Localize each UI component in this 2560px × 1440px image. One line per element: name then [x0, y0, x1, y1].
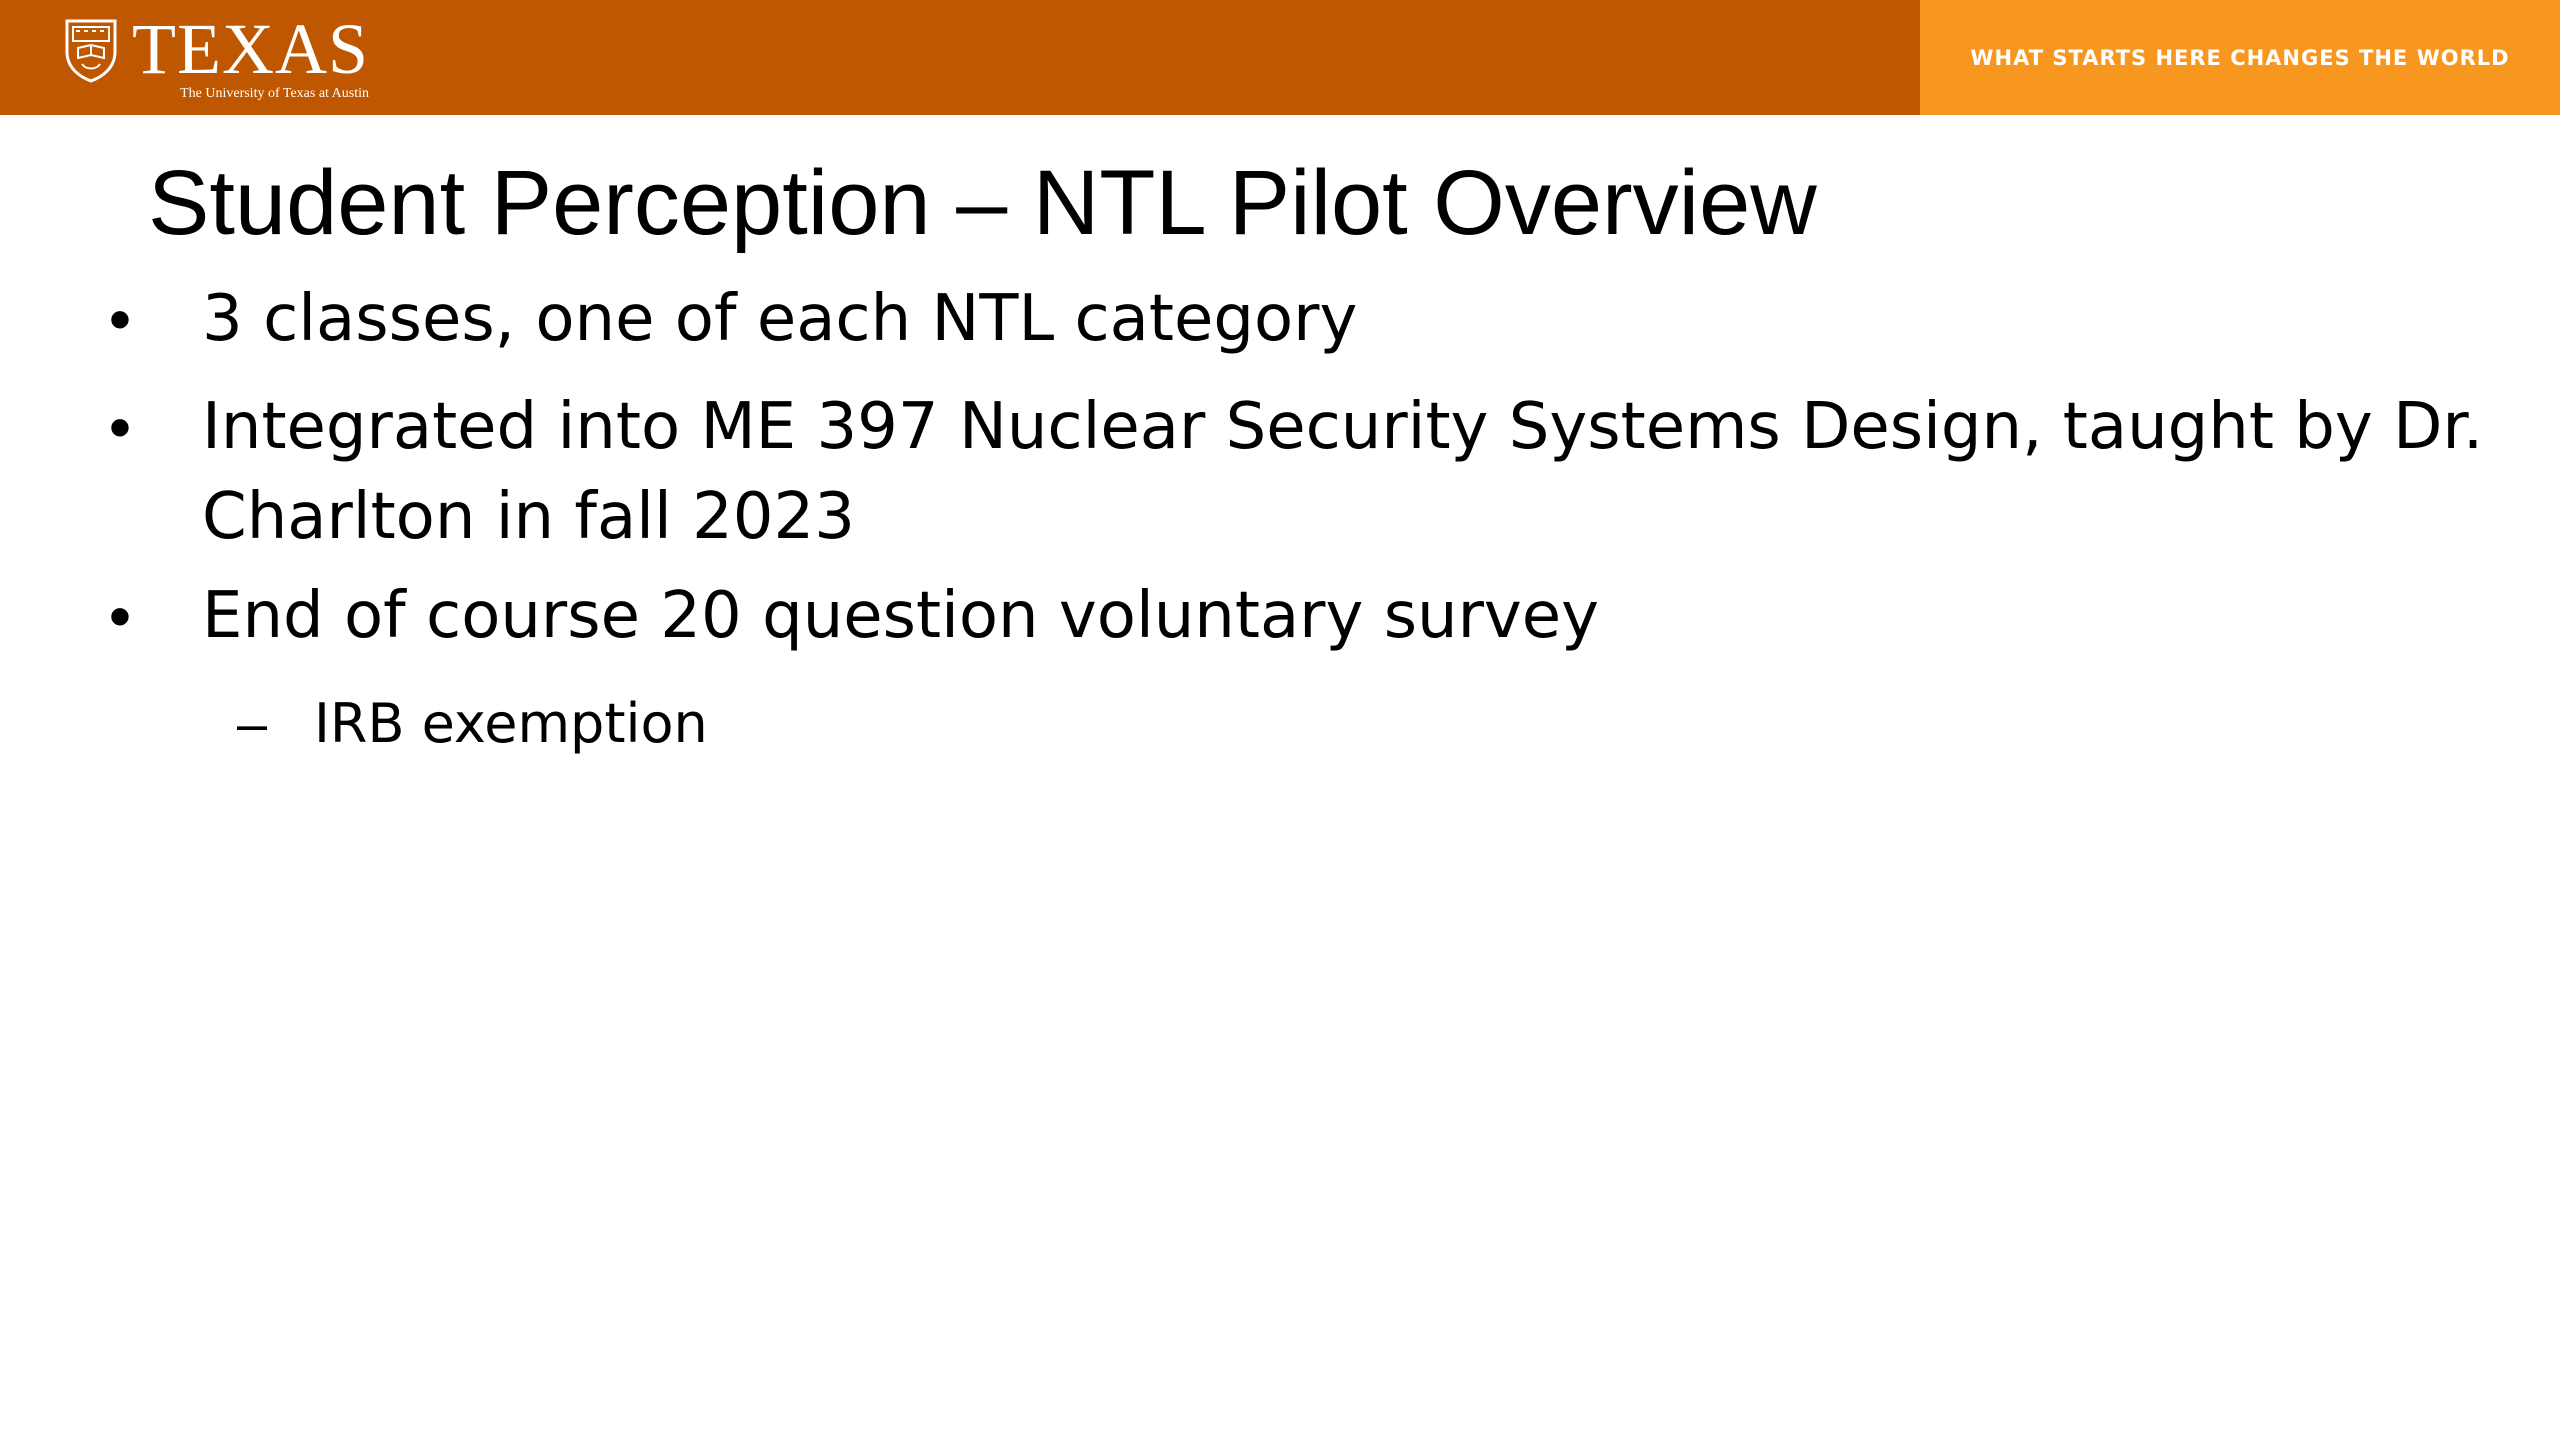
ut-austin-logo — [64, 9, 369, 101]
header-main-band — [0, 0, 1920, 115]
bullet-marker: • — [108, 580, 132, 652]
sub-bullet-text: IRB exemption — [314, 692, 708, 755]
tagline: WHAT STARTS HERE CHANGES THE WORLD — [1970, 45, 2510, 70]
bullet-text: 3 classes, one of each NTL category — [202, 282, 1358, 356]
bullet-marker: • — [108, 283, 132, 355]
logo-wordmark-group — [132, 9, 369, 102]
logo-subtitle: The University of Texas at Austin — [180, 86, 369, 101]
ut-seal-icon — [64, 18, 118, 84]
sub-bullet-marker: – — [236, 694, 268, 754]
slide-title: Student Perception – NTL Pilot Overview — [148, 152, 1817, 254]
bullet-marker: • — [108, 391, 132, 463]
bullet-text: End of course 20 question voluntary survey — [202, 579, 1600, 653]
bullet-text: Integrated into ME 397 Nuclear Security Systems Design, taught by Dr. Charlton in fall 2023 — [202, 390, 2484, 554]
header-banner — [0, 0, 2560, 115]
logo-wordmark: TEXAS — [132, 9, 369, 89]
header-tagline-band — [1920, 0, 2560, 115]
